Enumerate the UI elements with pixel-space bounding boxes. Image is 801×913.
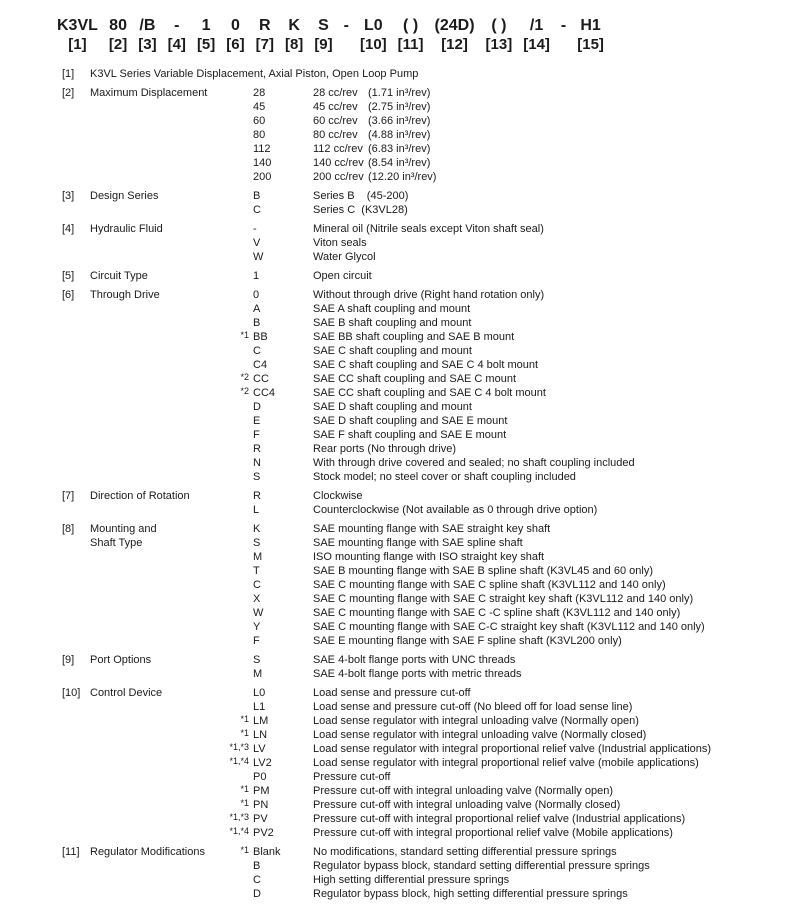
option-code: P0 <box>253 771 267 783</box>
model-code-token <box>138 17 156 54</box>
token-ref-number: [15] <box>577 36 604 53</box>
option-code: M <box>253 551 263 563</box>
option-code: Y <box>253 621 261 633</box>
option-code: 60 <box>253 115 266 127</box>
option-description: Regulator bypass block, high setting differential pressure springs <box>313 888 628 900</box>
option-description: Series B (45-200) <box>313 190 409 202</box>
option-code: PN <box>253 799 269 811</box>
option-code: S <box>253 471 261 483</box>
code-section-4 <box>0 222 801 264</box>
option-code: PV2 <box>253 827 274 839</box>
option-code: X <box>253 593 261 605</box>
option-code: 28 <box>253 87 266 99</box>
model-code-token <box>344 17 349 35</box>
section-ref-number: [8] <box>62 523 75 535</box>
option-description: SAE 4-bolt flange ports with UNC threads <box>313 654 516 666</box>
section-ref-number: [10] <box>62 687 81 699</box>
model-code-header <box>0 17 801 54</box>
option-description-metric: 112 cc/rev <box>313 143 363 155</box>
code-section-5 <box>0 269 801 283</box>
model-code-token <box>226 17 244 54</box>
option-code: C <box>253 874 261 886</box>
option-code: C4 <box>253 359 268 371</box>
footnote-marker: *1 <box>240 845 249 855</box>
model-code-sections <box>0 67 801 901</box>
token-code: K3VL <box>57 17 98 34</box>
token-code: - <box>343 17 349 34</box>
option-description: SAE F shaft coupling and SAE E mount <box>313 429 507 441</box>
option-code: L <box>253 504 260 516</box>
token-code: ( ) <box>403 17 419 34</box>
option-description: SAE C mounting flange with SAE C -C spline shaft (K3VL112 and 140 only) <box>313 607 681 619</box>
token-ref-number: [12] <box>441 36 468 53</box>
option-description: Load sense and pressure cut-off (No bleed off for load sense line) <box>313 701 633 713</box>
option-description-imperial: (4.88 in³/rev) <box>368 129 431 141</box>
option-description <box>313 170 801 184</box>
option-description: Open circuit <box>313 270 372 282</box>
option-description-imperial: (8.54 in³/rev) <box>368 157 431 169</box>
footnote-marker: *1,*4 <box>229 756 249 766</box>
option-description: ISO mounting flange with ISO straight key shaft <box>313 551 545 563</box>
footnote-marker: *1,*3 <box>229 812 249 822</box>
section-ref-number: [6] <box>62 289 75 301</box>
footnote-marker: *1 <box>240 330 249 340</box>
option-code: 0 <box>253 289 260 301</box>
option-description: High setting differential pressure springs <box>313 874 510 886</box>
token-code: K <box>288 17 300 34</box>
token-code: R <box>259 17 271 34</box>
token-code: - <box>174 17 180 34</box>
option-code: N <box>253 457 261 469</box>
option-description: With through drive covered and sealed; no shaft coupling included <box>313 457 635 469</box>
option-code: S <box>253 654 261 666</box>
option-description: Load sense regulator with integral unloading valve (Normally open) <box>313 715 639 727</box>
footnote-marker: *1 <box>240 784 249 794</box>
token-code: /B <box>139 17 156 34</box>
section-ref-number: [9] <box>62 654 75 666</box>
option-code: 200 <box>253 171 272 183</box>
option-description: Pressure cut-off <box>313 771 391 783</box>
code-section-6 <box>0 288 801 484</box>
option-code: E <box>253 415 261 427</box>
option-code: 80 <box>253 129 266 141</box>
option-description: SAE A shaft coupling and mount <box>313 303 471 315</box>
option-description-imperial: (12.20 in³/rev) <box>368 171 437 183</box>
option-description: SAE B shaft coupling and mount <box>313 317 472 329</box>
code-section-9 <box>0 653 801 681</box>
option-code: D <box>253 401 261 413</box>
option-code: C <box>253 579 261 591</box>
option-description: SAE C mounting flange with SAE C spline shaft (K3VL112 and 140 only) <box>313 579 666 591</box>
model-code-token <box>109 17 127 54</box>
option-code: R <box>253 490 261 502</box>
option-description: Counterclockwise (Not available as 0 through drive option) <box>313 504 598 516</box>
token-ref-number: [3] <box>138 36 157 53</box>
model-code-token <box>523 17 550 54</box>
token-ref-number: [5] <box>196 36 216 53</box>
option-code: C <box>253 345 261 357</box>
token-ref-number: [2] <box>108 36 128 53</box>
option-code: F <box>253 635 260 647</box>
option-code: D <box>253 888 261 900</box>
option-code: A <box>253 303 261 315</box>
option-code: 1 <box>253 270 260 282</box>
option-description: Series C (K3VL28) <box>313 204 408 216</box>
option-description: Pressure cut-off with integral unloading valve (Normally closed) <box>313 799 621 811</box>
option-description: Clockwise <box>313 490 363 502</box>
model-code-token <box>57 17 98 54</box>
token-ref-number: [6] <box>226 36 245 53</box>
option-code: V <box>253 237 261 249</box>
option-code: PV <box>253 813 268 825</box>
model-code-token <box>197 17 215 54</box>
option-description <box>313 100 801 114</box>
model-code-token <box>314 17 332 54</box>
section-ref-number: [11] <box>62 846 80 858</box>
option-code: T <box>253 565 260 577</box>
option-description-metric: 200 cc/rev <box>313 171 364 183</box>
token-ref-number: [14] <box>523 36 550 53</box>
model-code-token <box>561 17 566 35</box>
option-code: R <box>253 443 261 455</box>
option-description-metric: 80 cc/rev <box>313 129 358 141</box>
footnote-marker: *1,*3 <box>229 742 249 752</box>
token-code: /1 <box>529 17 544 34</box>
option-code: PM <box>253 785 270 797</box>
token-ref-number: [8] <box>284 36 304 53</box>
token-ref-number: [9] <box>314 36 333 53</box>
option-code: W <box>253 607 264 619</box>
option-code: 45 <box>253 101 266 113</box>
option-description <box>313 86 801 100</box>
code-section-10 <box>0 686 801 840</box>
option-description-metric: 45 cc/rev <box>313 101 358 113</box>
footnote-marker: *2 <box>240 386 249 396</box>
option-description: Pressure cut-off with integral proportional relief valve (Mobile applications) <box>313 827 673 839</box>
code-section-7 <box>0 489 801 517</box>
option-description-metric: 60 cc/rev <box>313 115 358 127</box>
option-description-imperial: (1.71 in³/rev) <box>368 87 431 99</box>
token-ref-number: [4] <box>167 36 186 53</box>
option-code: LM <box>253 715 269 727</box>
option-description: SAE C shaft coupling and SAE C 4 bolt mount <box>313 359 539 371</box>
option-description: SAE C shaft coupling and mount <box>313 345 472 357</box>
option-description: SAE C mounting flange with SAE C straight key shaft (K3VL112 and 140 only) <box>313 593 694 605</box>
option-description: SAE 4-bolt flange ports with metric threads <box>313 668 522 680</box>
token-code: H1 <box>580 17 601 34</box>
token-code: S <box>318 17 329 34</box>
footnote-marker: *1 <box>240 714 249 724</box>
section-label: Port Options <box>90 654 152 666</box>
option-description: No modifications, standard setting differential pressure springs <box>313 846 617 858</box>
option-description: SAE D shaft coupling and mount <box>313 401 472 413</box>
option-code: C <box>253 204 261 216</box>
option-description: SAE mounting flange with SAE spline shaft <box>313 537 523 549</box>
option-description: Stock model; no steel cover or shaft coupling included <box>313 471 576 483</box>
option-description-imperial: (6.83 in³/rev) <box>368 143 431 155</box>
section-label: Control Device <box>90 687 163 699</box>
token-code: 1 <box>201 17 211 34</box>
token-ref-number: [7] <box>255 36 274 53</box>
option-description: Load sense regulator with integral proportional relief valve (mobile applications) <box>313 757 699 769</box>
section-ref-number: [5] <box>62 270 75 282</box>
section-label: Hydraulic Fluid <box>90 223 163 235</box>
model-code-token <box>398 17 424 54</box>
section-ref-number: [3] <box>62 190 75 202</box>
option-code: 140 <box>253 157 272 169</box>
section-label: Design Series <box>90 190 159 202</box>
option-code: LN <box>253 729 268 741</box>
option-description-metric: 28 cc/rev <box>313 87 358 99</box>
model-code-token <box>256 17 274 54</box>
section-label: Maximum Displacement <box>90 87 208 99</box>
option-description: SAE E mounting flange with SAE F spline shaft (K3VL200 only) <box>313 635 622 647</box>
option-description: Pressure cut-off with integral unloading valve (Normally open) <box>313 785 613 797</box>
option-description: SAE BB shaft coupling and SAE B mount <box>313 331 515 343</box>
section-ref-number: [2] <box>62 87 75 99</box>
option-code: B <box>253 860 261 872</box>
code-section-1 <box>0 67 801 81</box>
footnote-marker: *1 <box>240 798 249 808</box>
model-code-token <box>486 17 513 54</box>
option-description: SAE CC shaft coupling and SAE C mount <box>313 373 516 385</box>
token-code: (24D) <box>434 17 475 34</box>
token-code: - <box>560 17 567 34</box>
option-description: Without through drive (Right hand rotation only) <box>313 289 545 301</box>
option-description: Pressure cut-off with integral proportional relief valve (Industrial applications) <box>313 813 686 825</box>
option-description: Regulator bypass block, standard setting differential pressure springs <box>313 860 650 872</box>
option-code: S <box>253 537 261 549</box>
option-description <box>313 156 801 170</box>
option-description-imperial: (2.75 in³/rev) <box>368 101 431 113</box>
model-code-token <box>168 17 186 54</box>
section-label: Circuit Type <box>90 270 148 282</box>
option-description-imperial: (3.66 in³/rev) <box>368 115 431 127</box>
section-label-line2: Shaft Type <box>90 537 143 549</box>
token-code: 80 <box>109 17 127 34</box>
option-code: LV <box>253 743 266 755</box>
option-code: CC <box>253 373 269 385</box>
option-description: Rear ports (No through drive) <box>313 443 457 455</box>
option-description: SAE D shaft coupling and SAE E mount <box>313 415 508 427</box>
option-description: SAE C mounting flange with SAE C-C straight key shaft (K3VL112 and 140 only) <box>313 621 705 633</box>
token-code: ( ) <box>491 17 507 34</box>
footnote-marker: *2 <box>240 372 249 382</box>
token-ref-number: [11] <box>397 36 424 53</box>
code-section-3 <box>0 189 801 217</box>
option-description: SAE mounting flange with SAE straight key shaft <box>313 523 551 535</box>
section-label: Mounting and <box>90 523 157 535</box>
option-code: L1 <box>253 701 266 713</box>
option-description: Viton seals <box>313 237 367 249</box>
option-code: F <box>253 429 260 441</box>
option-description: Load sense regulator with integral unloading valve (Normally closed) <box>313 729 647 741</box>
token-ref-number: [13] <box>485 36 513 53</box>
option-description <box>313 114 801 128</box>
footnote-marker: *1,*4 <box>229 826 249 836</box>
model-code-token <box>285 17 303 54</box>
token-ref-number: [10] <box>359 36 387 53</box>
option-code: B <box>253 190 261 202</box>
option-code: 112 <box>253 143 271 155</box>
code-section-8 <box>0 522 801 648</box>
model-code-token <box>577 17 604 54</box>
option-code: L0 <box>253 687 266 699</box>
token-ref-number: [1] <box>68 36 87 53</box>
option-code: CC4 <box>253 387 276 399</box>
option-code: W <box>253 251 264 263</box>
option-code: M <box>253 668 263 680</box>
option-code: K <box>253 523 261 535</box>
section-ref-number: [1] <box>62 68 75 80</box>
option-description <box>313 142 801 156</box>
option-code: - <box>253 223 257 235</box>
option-description: Load sense regulator with integral proportional relief valve (Industrial applications) <box>313 743 712 755</box>
section-ref-number: [7] <box>62 490 75 502</box>
section-ref-number: [4] <box>62 223 75 235</box>
option-description: Load sense and pressure cut-off <box>313 687 471 699</box>
option-description-metric: 140 cc/rev <box>313 157 364 169</box>
option-description: Water Glycol <box>313 251 376 263</box>
model-code-token <box>435 17 475 54</box>
option-code: B <box>253 317 261 329</box>
section-label: K3VL Series Variable Displacement, Axial Piston, Open Loop Pump <box>90 68 419 80</box>
token-code: L0 <box>363 17 383 34</box>
option-description <box>313 128 801 142</box>
option-description: SAE B mounting flange with SAE B spline shaft (K3VL45 and 60 only) <box>313 565 653 577</box>
option-description: Mineral oil (Nitrile seals except Viton shaft seal) <box>313 223 544 235</box>
section-label: Through Drive <box>90 289 160 301</box>
model-code-token <box>360 17 387 54</box>
token-code: 0 <box>231 17 240 34</box>
code-section-11 <box>0 845 801 901</box>
option-code: BB <box>253 331 268 343</box>
option-code: Blank <box>253 846 281 858</box>
option-description: SAE CC shaft coupling and SAE C 4 bolt mount <box>313 387 546 399</box>
code-section-2 <box>0 86 801 184</box>
option-code: LV2 <box>253 757 272 769</box>
section-label: Direction of Rotation <box>90 490 190 502</box>
footnote-marker: *1 <box>240 728 249 738</box>
section-label: Regulator Modifications <box>90 846 205 858</box>
